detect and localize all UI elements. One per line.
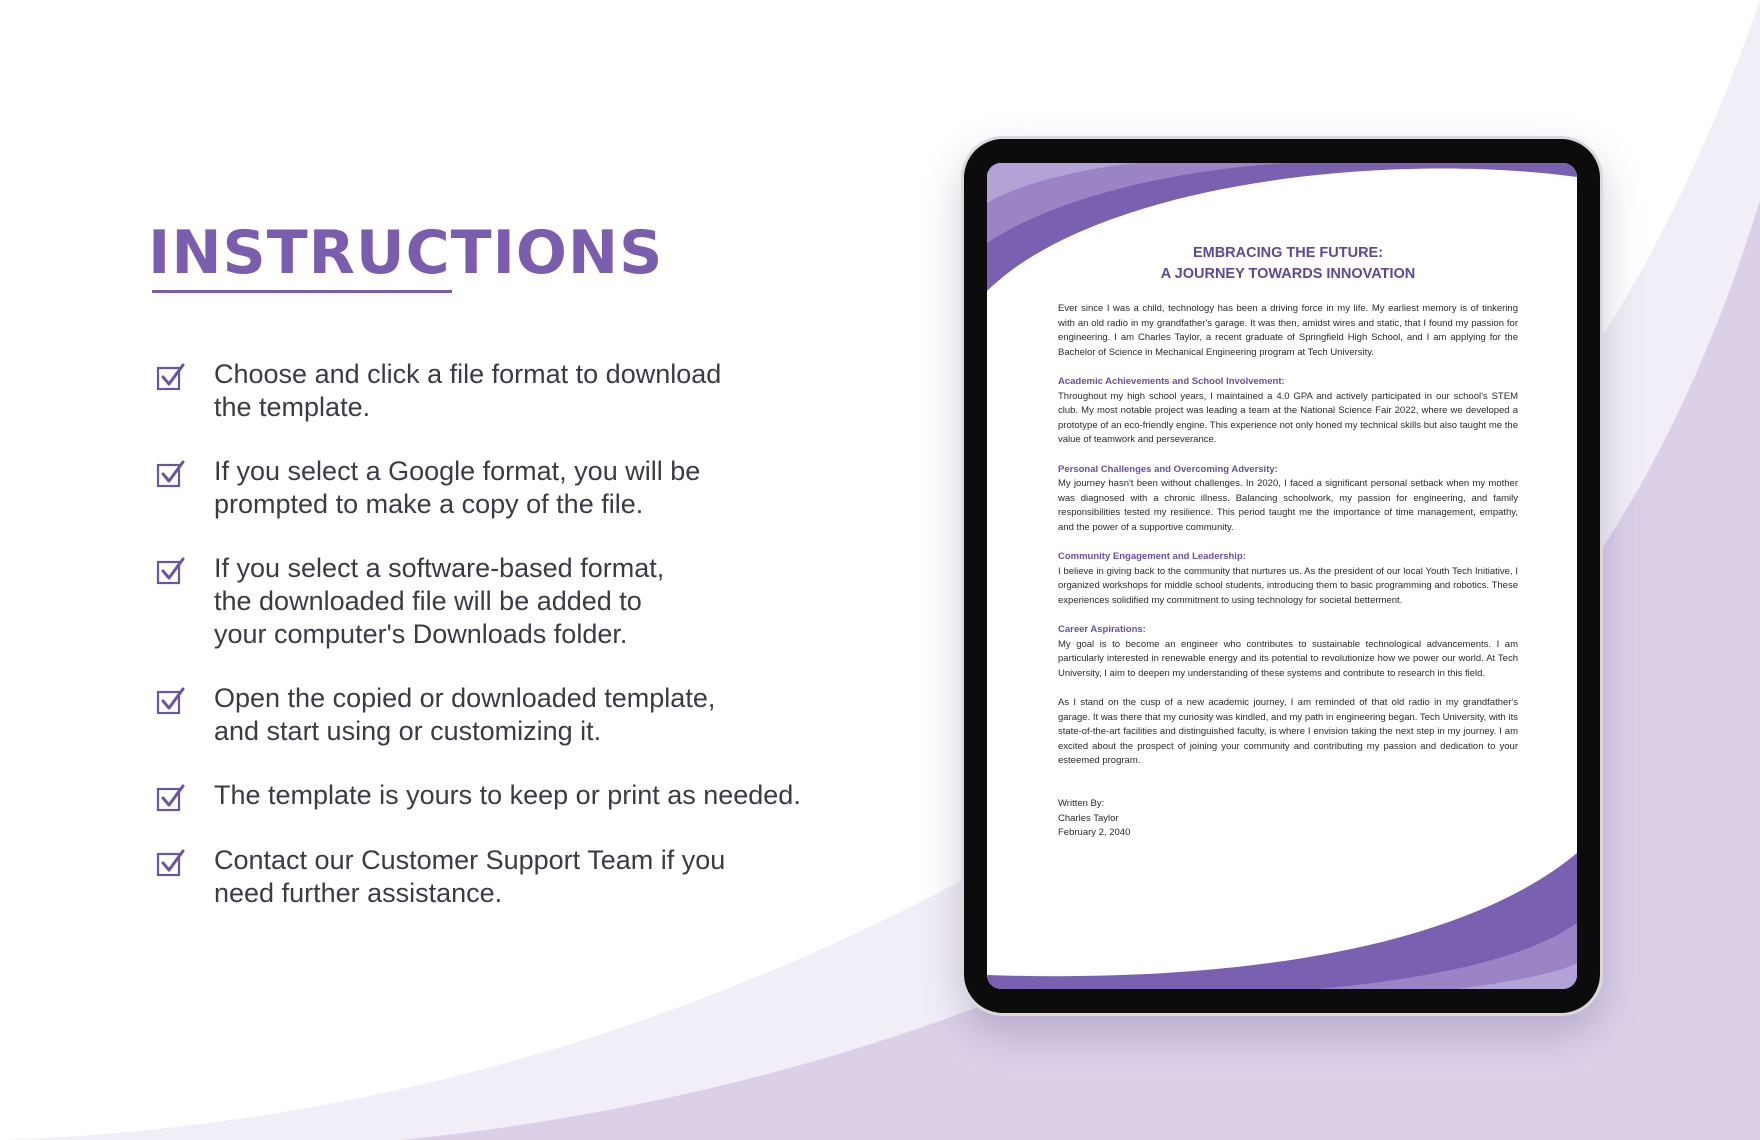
section-body: My journey hasn't been without challenges. In 2020, I faced a significant personal setback when my mother was diagnosed with a chronic illness. Balancing schoolwork, my passion for engineering, and family responsibilities tested my resilience. This period taught me the importance of time management, empathy, and the power of a supportive community. [1058,478,1518,533]
checkbox-check-icon [156,362,186,392]
instruction-step [156,682,816,748]
signature-block [1058,797,1518,841]
document-title [1058,243,1518,285]
instruction-step [156,844,816,910]
instruction-step [156,552,816,651]
instruction-step [156,779,816,813]
document-intro: Ever since I was a child, technology has been a driving force in my life. My earliest memory is of tinkering with an old radio in my grandfather's garage. It was then, amidst wires and static, that I found my passion for engineering. I am Charles Taylor, a recent graduate of Springfield High School, and I am applying for the Bachelor of Science in Mechanical Engineering program at Tech University. [1058,303,1518,358]
document-title-line1: EMBRACING THE FUTURE: [1192,245,1384,261]
tablet-mockup [961,136,1603,1016]
checkbox-check-icon [156,783,186,813]
instructions-title: INSTRUCTIONS [148,218,664,288]
document-title-line2: A JOURNEY TOWARDS INNOVATION [1160,266,1416,282]
signature-date: February 2, 2040 [1058,827,1131,839]
section-heading: Community Engagement and Leadership: [1058,551,1246,563]
title-underline [152,290,452,293]
instruction-step-text: Contact our Customer Support Team if you need further assistance. [214,845,726,908]
instruction-step [156,455,816,521]
document-closing: As I stand on the cusp of a new academic journey, I am reminded of that old radio in my grandfather's garage. It was there that my curiosity was kindled, and my path in engineering began. Tech University, with its state-of-the-art facilities and distinguished faculty, is where I envision taking the next step in my journey. I am excited about the prospect of joining your community and contributing my passion and dedication to your esteemed program. [1058,697,1518,767]
section-heading: Career Aspirations: [1058,624,1146,636]
section-heading: Personal Challenges and Overcoming Adversity: [1058,463,1278,475]
instruction-step-text: If you select a Google format, you will be prompted to make a copy of the file. [214,456,701,519]
section-heading: Academic Achievements and School Involvement: [1058,375,1285,387]
instructions-list [156,358,816,941]
section-body: I believe in giving back to the community that nurtures us. As the president of our local Youth Tech Initiative, I organized workshops for middle school students, introducing them to basic programming and robotics. These experiences solidified my commitment to using technology for societal betterment. [1058,565,1518,606]
checkbox-check-icon [156,459,186,489]
instruction-step-text: If you select a software-based format, the downloaded file will be added to your computer's Downloads folder. [214,553,665,649]
tablet-screen [987,163,1577,989]
checkbox-check-icon [156,556,186,586]
essay-document [1058,243,1518,841]
section-body: Throughout my high school years, I maintained a 4.0 GPA and actively participated in our school's STEM club. My most notable project was leading a team at the National Science Fair 2022, where we developed a prototype of an eco-friendly engine. This experience not only honed my technical skills but also taught me the value of teamwork and perseverance. [1058,390,1518,446]
instruction-step-text: Choose and click a file format to download the template. [214,359,722,422]
instruction-step-text: Open the copied or downloaded template, and start using or customizing it. [214,683,716,746]
instruction-step [156,358,816,424]
checkbox-check-icon [156,686,186,716]
section-body: My goal is to become an engineer who contributes to sustainable technological advancements. I am particularly interested in renewable energy and its potential to revolutionize how we power our world. At Tech University, I aim to deepen my understanding of these systems and contribute to research in this field. [1058,638,1518,679]
signature-label: Written By: [1058,798,1105,809]
instruction-step-text: The template is yours to keep or print as needed. [214,780,801,810]
signature-name: Charles Taylor [1058,812,1119,824]
checkbox-check-icon [156,848,186,878]
